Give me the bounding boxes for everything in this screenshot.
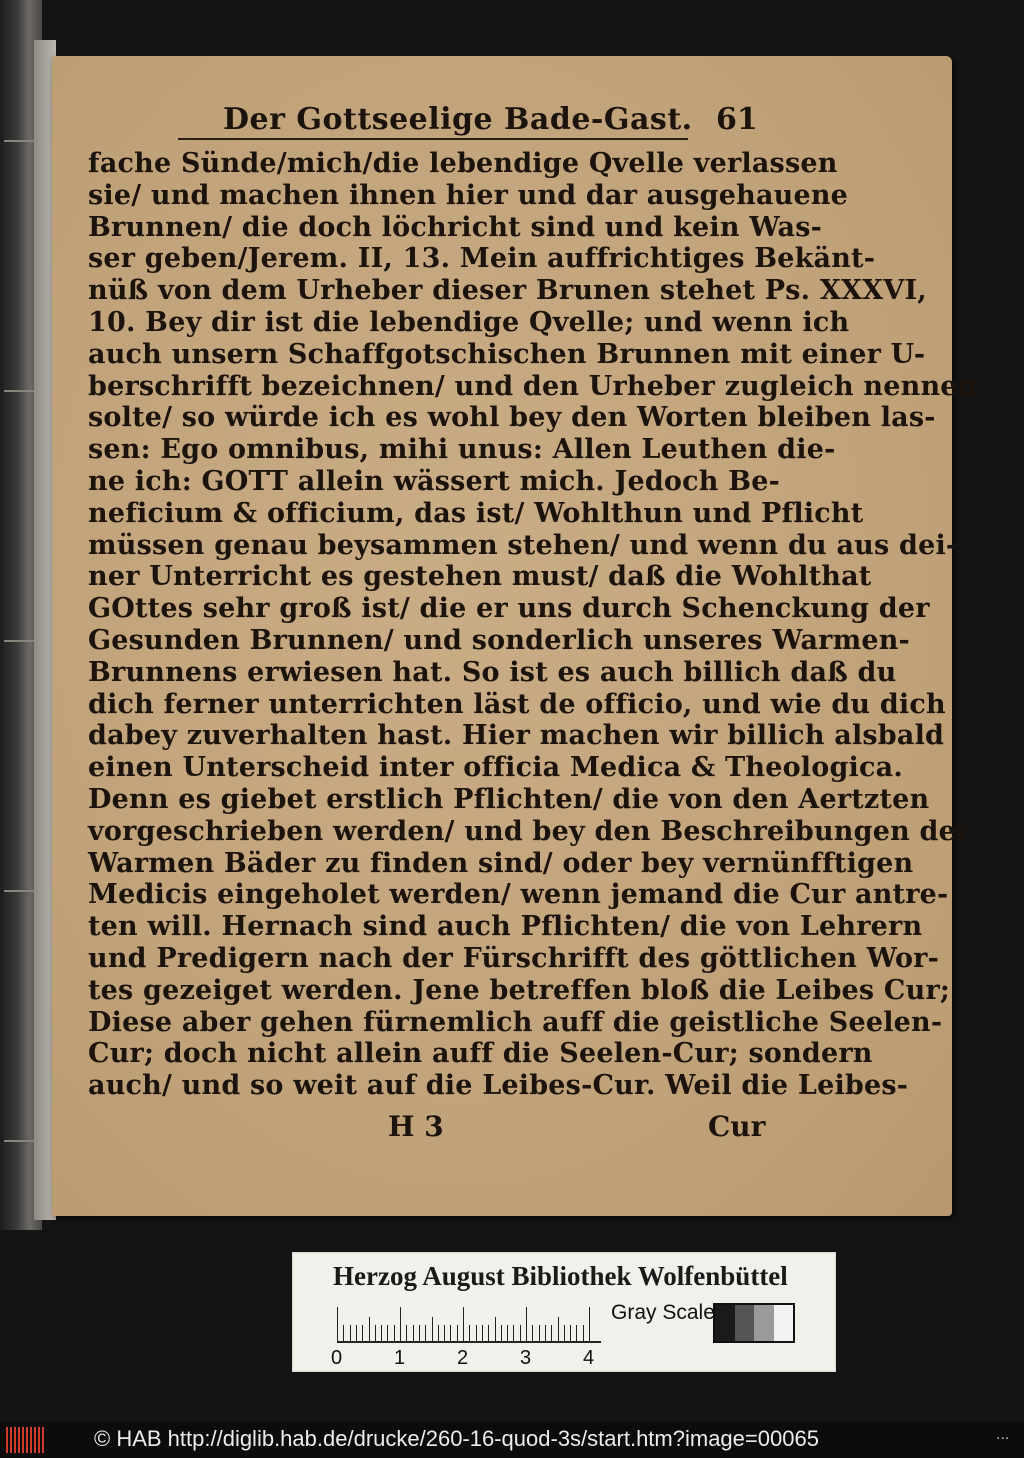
running-title: Der Gottseelige Bade-Gast. — [223, 102, 693, 137]
text-line: neficium & officium, das ist/ Wohlthun und Pflicht — [88, 497, 864, 529]
ruler-tick — [532, 1325, 533, 1341]
text-line: Diese aber gehen fürnemlich auff die geistliche Seelen- — [88, 1006, 943, 1038]
ruler-tick — [463, 1307, 464, 1341]
ruler-tick — [507, 1325, 508, 1341]
ruler-tick — [583, 1325, 584, 1341]
ruler-tick — [558, 1317, 559, 1341]
ruler-tick — [457, 1325, 458, 1341]
library-color-card — [292, 1252, 836, 1372]
ruler-tick — [362, 1325, 363, 1341]
ruler-tick — [413, 1325, 414, 1341]
ruler-tick — [476, 1325, 477, 1341]
text-line: ten will. Hernach sind auch Pflichten/ die von Lehrern — [88, 911, 923, 943]
gray-swatch — [754, 1305, 774, 1341]
source-url[interactable]: © HAB http://diglib.hab.de/drucke/260-16-quod-3s/start.htm?image=00065 — [94, 1426, 819, 1451]
text-line: Brunnens erwiesen hat. So ist es auch billich daß du — [88, 656, 897, 688]
library-name: Herzog August Bibliothek Wolfenbüttel — [333, 1261, 788, 1291]
ruler-tick — [526, 1307, 527, 1341]
ruler-tick — [350, 1325, 351, 1341]
text-line: und Predigern nach der Fürschrifft des göttlichen Wor- — [88, 942, 940, 974]
ruler-tick — [576, 1325, 577, 1341]
ruler-tick — [369, 1317, 370, 1341]
ruler-tick — [513, 1325, 514, 1341]
ruler-tick — [488, 1325, 489, 1341]
ruler-tick — [570, 1325, 571, 1341]
status-bar — [0, 1422, 1024, 1458]
ruler-tick — [482, 1325, 483, 1341]
text-line: auch/ und so weit auf die Leibes-Cur. Weil die Leibes- — [88, 1070, 909, 1102]
head-rule — [178, 138, 688, 140]
page-footer — [88, 1110, 888, 1150]
ruler-tick — [375, 1325, 376, 1341]
ruler-tick — [432, 1317, 433, 1341]
text-line: ner Unterricht es gestehen must/ daß die Wohlthat — [88, 561, 872, 593]
barcode-icon — [6, 1427, 46, 1453]
gray-scale-swatches — [713, 1303, 795, 1343]
text-line: Cur; doch nicht allein auff die Seelen-Cur; sondern — [88, 1038, 873, 1070]
ruler-tick — [469, 1325, 470, 1341]
signature-mark: H 3 — [388, 1109, 444, 1143]
ruler-tick — [444, 1325, 445, 1341]
ruler-tick — [381, 1325, 382, 1341]
ruler-tick — [419, 1325, 420, 1341]
ruler-tick — [564, 1325, 565, 1341]
text-line: Warmen Bäder zu finden sind/ oder bey vernünfftigen — [88, 847, 914, 879]
text-line: müssen genau beysammen stehen/ und wenn du aus dei- — [88, 529, 958, 561]
gray-scale-label: Gray Scale — [611, 1301, 715, 1324]
scale-number: 1 — [394, 1347, 406, 1369]
ruler-tick — [356, 1325, 357, 1341]
text-line: sie/ und machen ihnen hier und dar ausgehauene — [88, 179, 849, 211]
page-number: 61 — [716, 102, 758, 137]
scale-number: 3 — [520, 1347, 532, 1369]
running-head — [88, 100, 888, 140]
text-line: Denn es giebet erstlich Pflichten/ die von den Aertzten — [88, 783, 930, 815]
ruler-tick — [400, 1307, 401, 1341]
ruler-tick — [520, 1325, 521, 1341]
ruler-tick — [438, 1325, 439, 1341]
text-line: tes gezeiget werden. Jene betreffen bloß die Leibes Cur; — [88, 974, 951, 1006]
text-line: Medicis eingeholet werden/ wenn jemand die Cur antre- — [88, 879, 949, 911]
scale-ruler — [337, 1305, 601, 1343]
gray-swatch — [774, 1305, 794, 1341]
catchword: Cur — [708, 1109, 766, 1143]
ruler-tick — [343, 1325, 344, 1341]
ruler-tick — [425, 1325, 426, 1341]
text-line: vorgeschrieben werden/ und bey den Beschreibungen der — [88, 815, 971, 847]
text-line: auch unsern Schaffgotschischen Brunnen mit einer U- — [88, 338, 926, 370]
ruler-tick — [387, 1325, 388, 1341]
ruler-tick — [406, 1325, 407, 1341]
scale-number: 0 — [331, 1347, 343, 1369]
ruler-tick — [545, 1325, 546, 1341]
gray-swatch — [715, 1305, 735, 1341]
ruler-tick — [551, 1325, 552, 1341]
book-page — [52, 56, 978, 1216]
text-line: fache Sünde/mich/die lebendige Qvelle verlassen — [88, 148, 838, 179]
text-line: dabey zuverhalten hast. Hier machen wir billich alsbald — [88, 720, 945, 752]
ruler-tick — [495, 1317, 496, 1341]
ruler-tick — [501, 1325, 502, 1341]
text-line: sen: Ego omnibus, mihi unus: Allen Leuthen die- — [88, 434, 836, 466]
text-line: GOttes sehr groß ist/ die er uns durch Schenckung der — [88, 593, 930, 625]
text-line: Gesunden Brunnen/ und sonderlich unseres Warmen- — [88, 624, 910, 656]
text-line: ser geben/Jerem. II, 13. Mein auffrichtiges Bekänt- — [88, 243, 876, 275]
text-line: solte/ so würde ich es wohl bey den Worten bleiben las- — [88, 402, 936, 434]
scale-number: 4 — [583, 1347, 595, 1369]
gray-swatch — [735, 1305, 755, 1341]
text-line: 10. Bey dir ist die lebendige Qvelle; und wenn ich — [88, 306, 850, 338]
text-line: einen Unterscheid inter officia Medica & Theologica. — [88, 752, 903, 784]
text-line: Brunnen/ die doch löchricht sind und kein Was- — [88, 211, 822, 243]
text-line: ne ich: GOTT allein wässert mich. Jedoch Be- — [88, 465, 781, 497]
text-line: nüß von dem Urheber dieser Brunen stehet Ps. XXXVI, — [88, 275, 927, 307]
ruler-tick — [589, 1307, 590, 1341]
ruler-tick — [450, 1325, 451, 1341]
more-icon[interactable]: ... — [996, 1426, 1010, 1443]
ruler-tick — [337, 1307, 338, 1341]
text-line: dich ferner unterrichten läst de officio, und wie du dich — [88, 688, 946, 720]
page-content — [88, 100, 978, 1150]
text-line: berschrifft bezeichnen/ und den Urheber zugleich nennen — [88, 370, 978, 402]
ruler-tick — [539, 1325, 540, 1341]
ruler-tick — [394, 1325, 395, 1341]
body-text — [88, 148, 978, 1102]
scale-number: 2 — [457, 1347, 469, 1369]
